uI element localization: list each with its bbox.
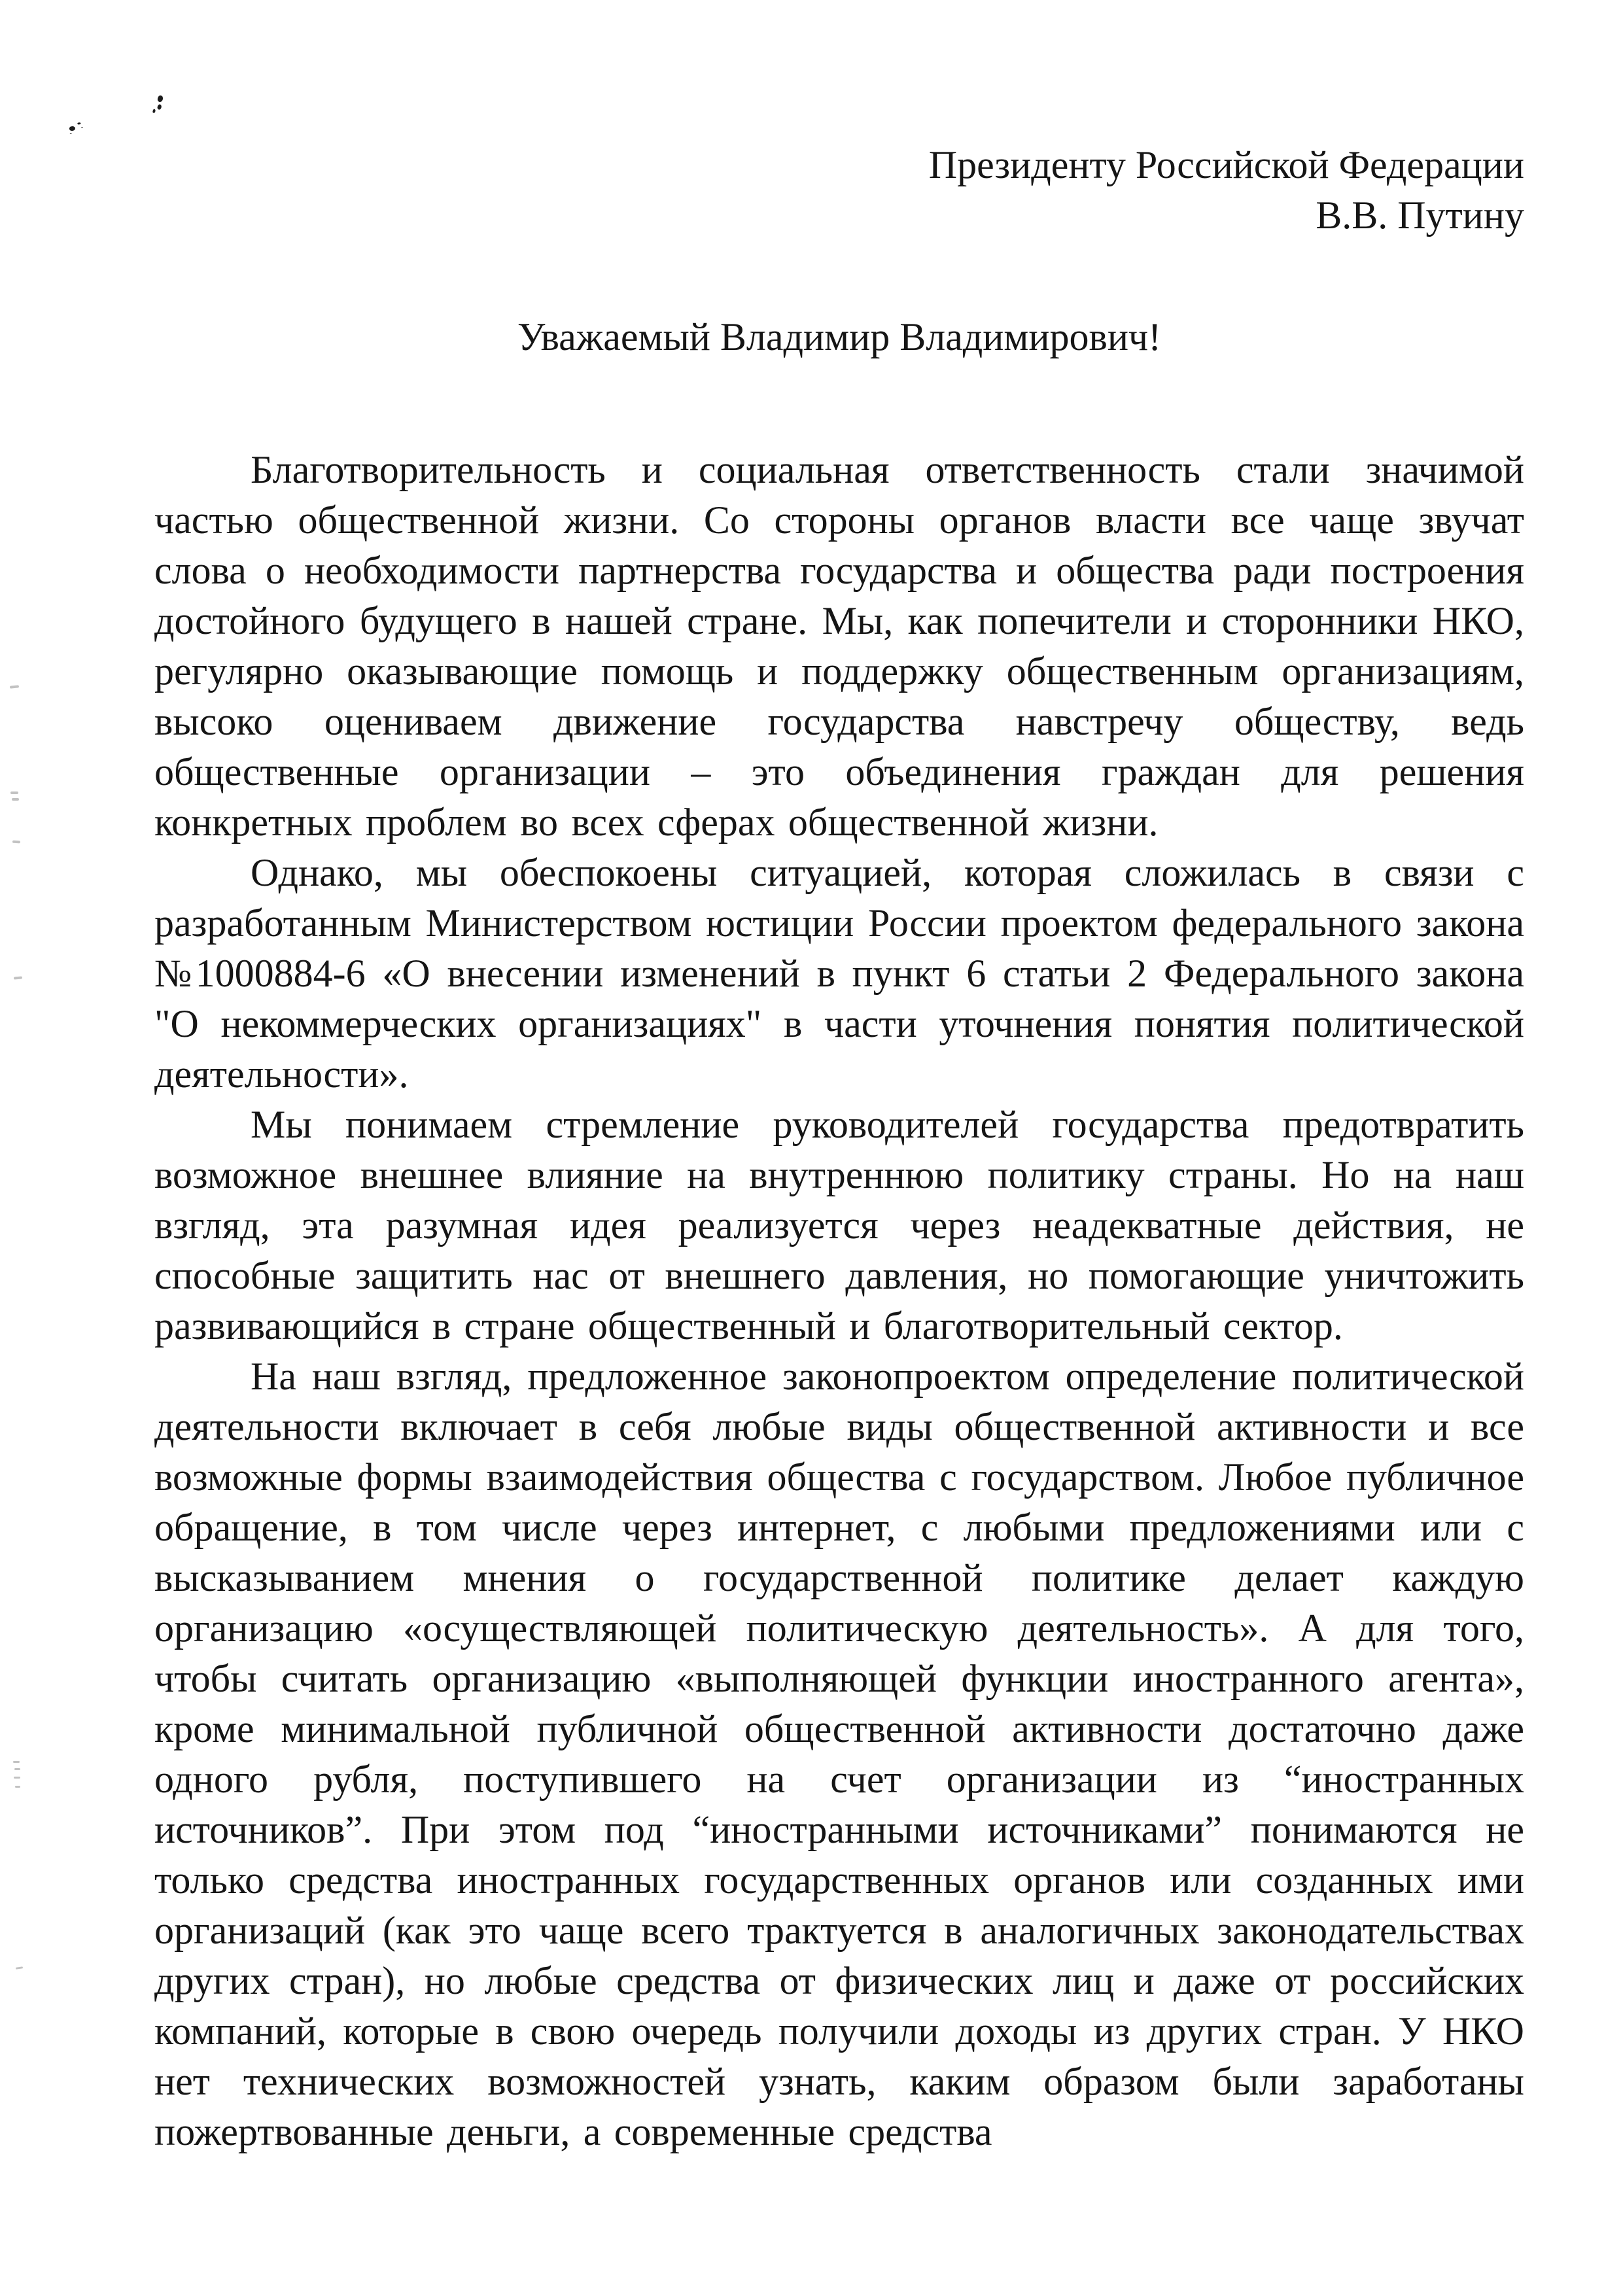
- salutation: Уважаемый Владимир Владимирович!: [517, 315, 1162, 358]
- paragraph-1: Благотворительность и социальная ответственность стали значимой частью общественной жизни. Со стороны органов власти все чаще звучат слова о необходимости партнерства государства и общества ради построения достойного будущего в нашей стране. Мы, как попечители и сторонники НКО, регулярно оказывающие помощь и поддержку общественным организациям, высоко оцениваем движение государства навстречу обществу, ведь общественные организации – это объединения граждан для решения конкретных проблем во всех сферах общественной жизни.: [154, 448, 1524, 844]
- paragraph-2: Однако, мы обеспокоены ситуацией, которая сложилась в связи с разработанным Министерством юстиции России проектом федерального закона №1000884-6 «О внесении изменений в пункт 6 статьи 2 Федерального закона "О некоммерческих организациях" в части уточнения понятия политической деятельности».: [154, 851, 1524, 1096]
- paragraph-4: На наш взгляд, предложенное законопроектом определение политической деятельности включает в себя любые виды общественной активности и все возможные формы взаимодействия общества с государством. Любое публичное обращение, в том числе через интернет, с любыми предложениями или с высказыванием мнения о государственной политике делает каждую организацию «осуществляющей политическую деятельность». А для того, чтобы считать организацию «выполняющей функции иностранного агента», кроме минимальной публичной общественной активности достаточно даже одного рубля, поступившего на счет организации из “иностранных источников”. При этом под “иностранными источниками” понимаются не только средства иностранных государственных органов или созданных ими организаций (как это чаще всего трактуется в аналогичных законодательствах других стран), но любые средства от физических лиц и даже от российских компаний, которые в свою очередь получили доходы из других стран. У НКО нет технических возможностей узнать, каким образом были заработаны пожертвованные деньги, а современные средства: [154, 1355, 1524, 2153]
- recipient-block: [154, 0, 1524, 241]
- recipient-line-2: В.В. Путину: [1316, 194, 1524, 237]
- recipient-line-1: Президенту Российской Федерации: [928, 143, 1524, 186]
- paragraph-3: Мы понимаем стремление руководителей государства предотвратить возможное внешнее влияние на внутреннюю политику страны. Но на наш взгляд, эта разумная идея реализуется через неадекватные действия, не способные защитить нас от внешнего давления, но помогающие уничтожить развивающийся в стране общественный и благотворительный сектор.: [154, 1103, 1524, 1348]
- letter-body: [154, 445, 1524, 2157]
